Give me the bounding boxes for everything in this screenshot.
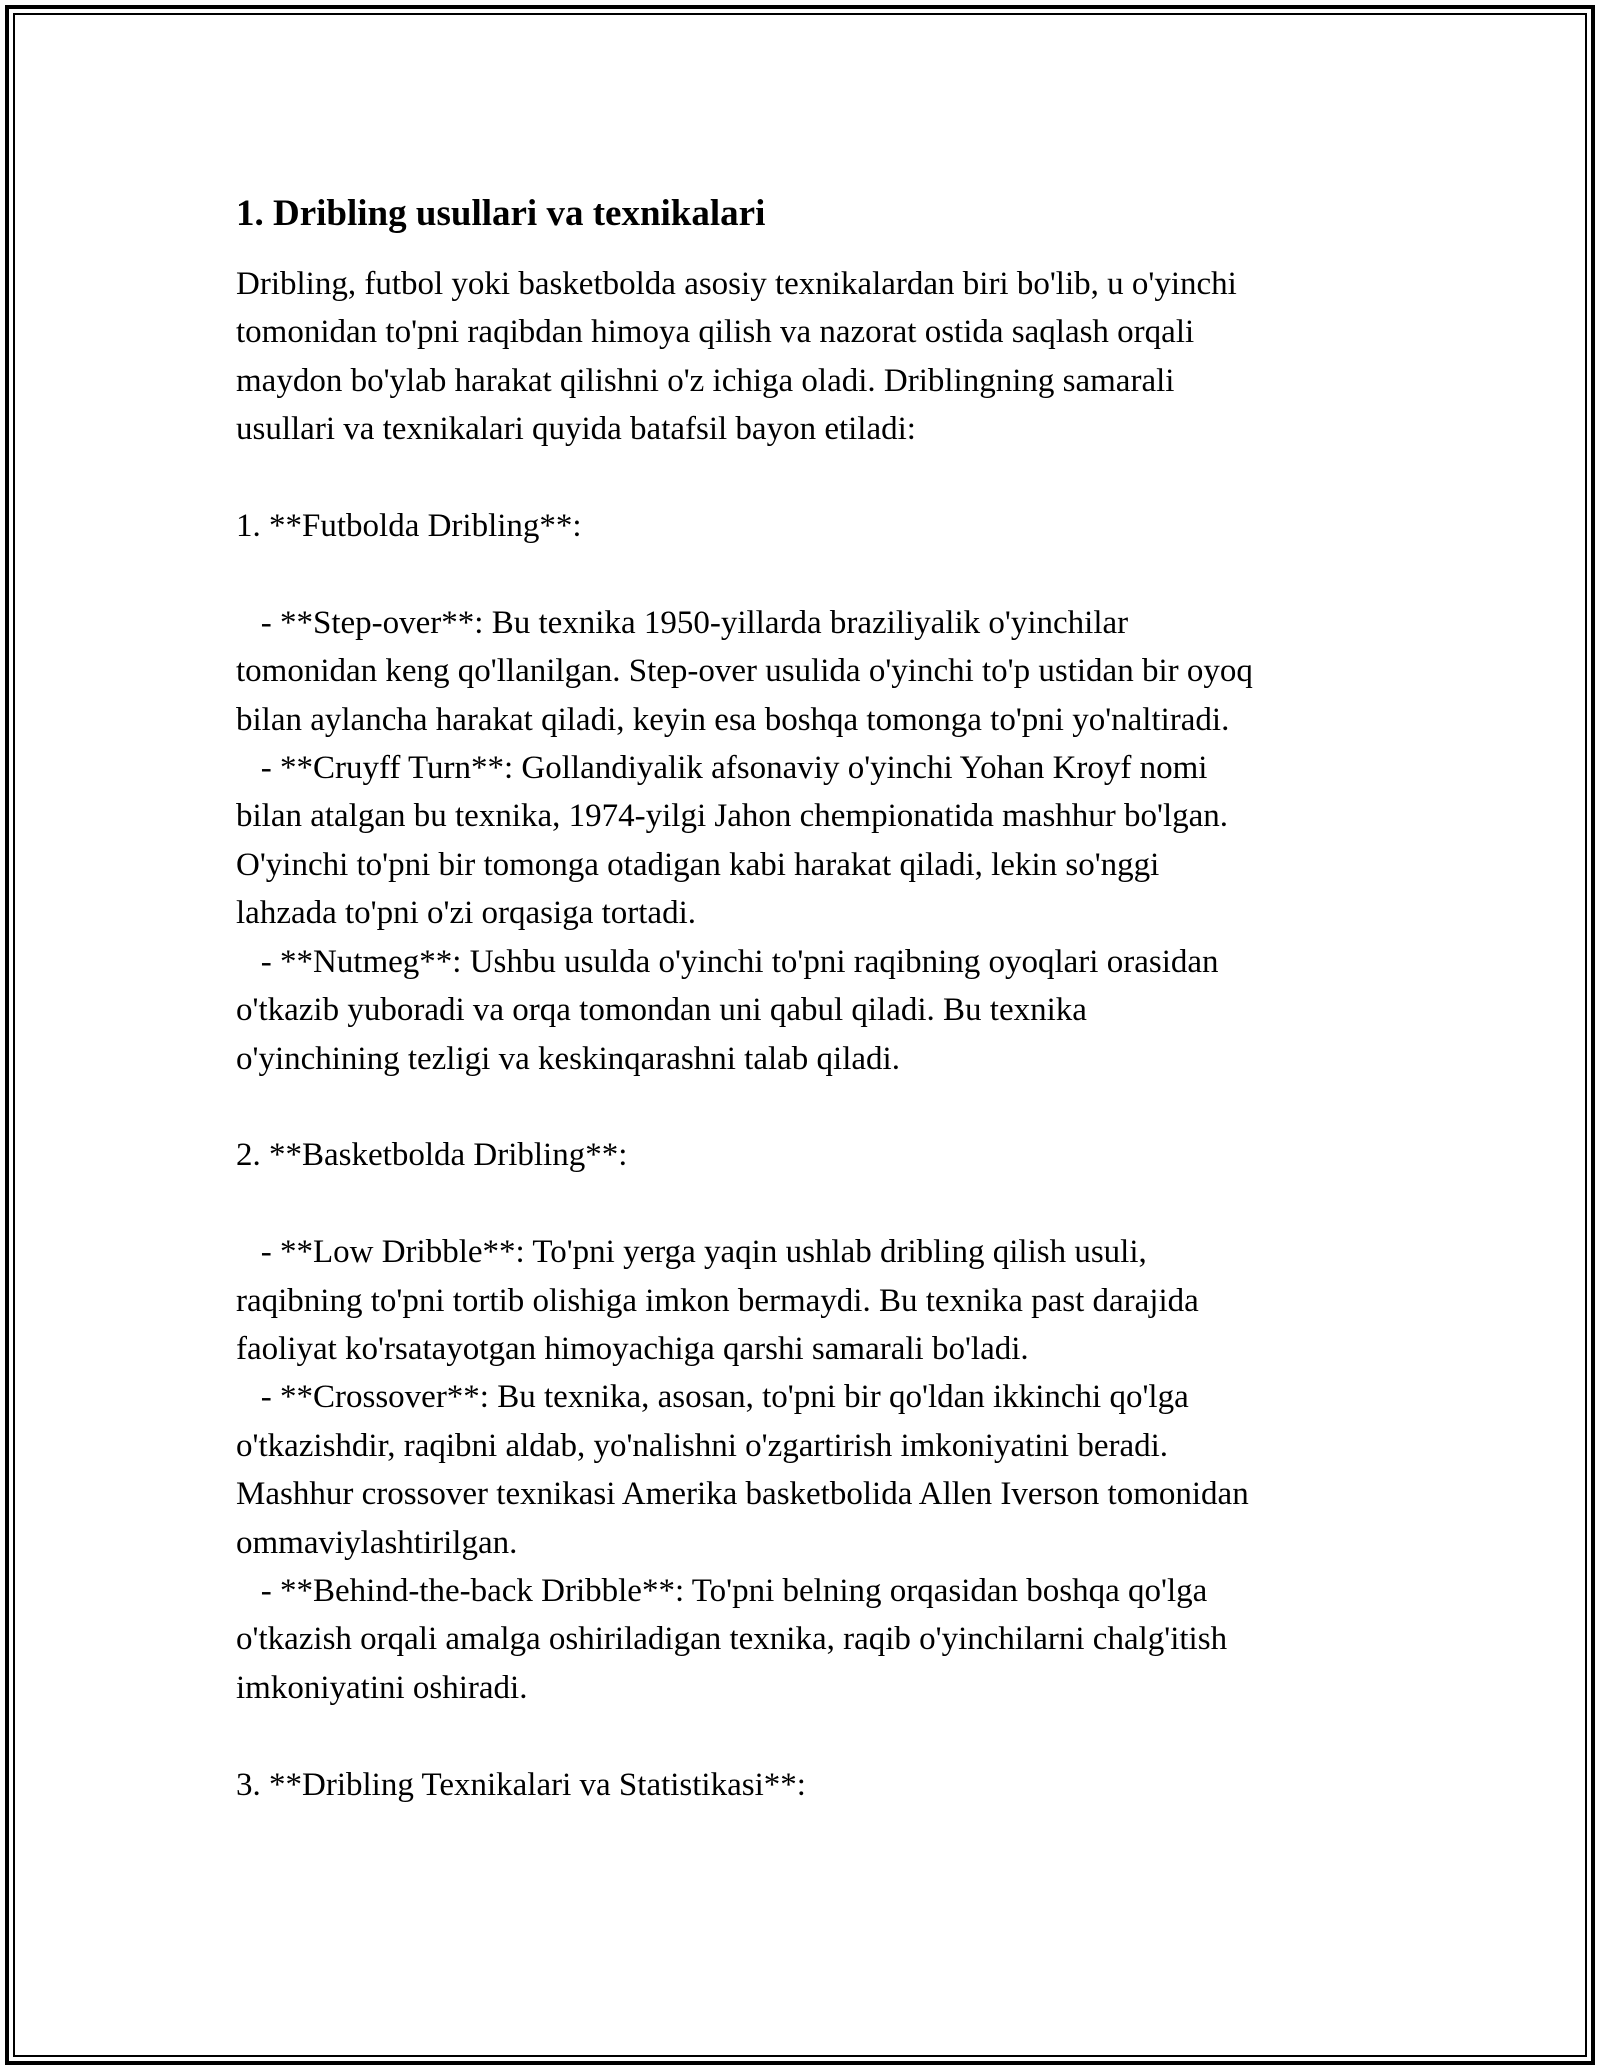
document-content xyxy=(236,186,1386,1809)
section-body-text: Dribling, futbol yoki basketbolda asosiy texnikalardan biri bo'lib, u o'yinchi tomonidan to'pni raqibdan himoya qilish va nazorat ostida saqlash orqali maydon bo'ylab harakat qilishni o'z ichiga oladi. Driblingning samarali usullari va texnikalari quyida batafsil bayon etiladi: 1. **Futbolda Dribling**: - **Step-over**: Bu texnika 1950-yillarda braziliyalik o'yinchilar tomonidan keng qo'llanilgan. Step-over usulida o'yinchi to'p ustidan bir oyoq bilan aylancha harakat qiladi, keyin esa boshqa tomonga to'pni yo'naltiradi. - **Cruyff Turn**: Gollandiyalik afsonaviy o'yinchi Yohan Kroyf nomi bilan atalgan bu texnika, 1974-yilgi Jahon chempionatida mashhur bo'lgan. O'yinchi to'pni bir tomonga otadigan kabi harakat qiladi, lekin so'nggi lahzada to'pni o'zi orqasiga tortadi. - **Nutmeg**: Ushbu usulda o'yinchi to'pni raqibning oyoqlari orasidan o'tkazib yuboradi va orqa tomondan uni qabul qiladi. Bu texnika o'yinchining tezligi va keskinqarashni talab qiladi. 2. **Basketbolda Dribling**: - **Low Dribble**: To'pni yerga yaqin ushlab dribling qilish usuli, raqibning to'pni tortib olishiga imkon bermaydi. Bu texnika past darajida faoliyat ko'rsatayotgan himoyachiga qarshi samarali bo'ladi. - **Crossover**: Bu texnika, asosan, to'pni bir qo'ldan ikkinchi qo'lga o'tkazishdir, raqibni aldab, yo'nalishni o'zgartirish imkoniyatini beradi. Mashhur crossover texnikasi Amerika basketbolida Allen Iverson tomonidan ommaviylashtirilgan. - **Behind-the-back Dribble**: To'pni belning orqasidan boshqa qo'lga o'tkazish orqali amalga oshiriladigan texnika, raqib o'yinchilarni chalg'itish imkoniyatini oshiradi. 3. **Dribling Texnikalari va Statistikasi**: xyxy=(236,266,1253,1803)
section-heading: 1. Dribling usullari va texnikalari xyxy=(236,193,766,234)
